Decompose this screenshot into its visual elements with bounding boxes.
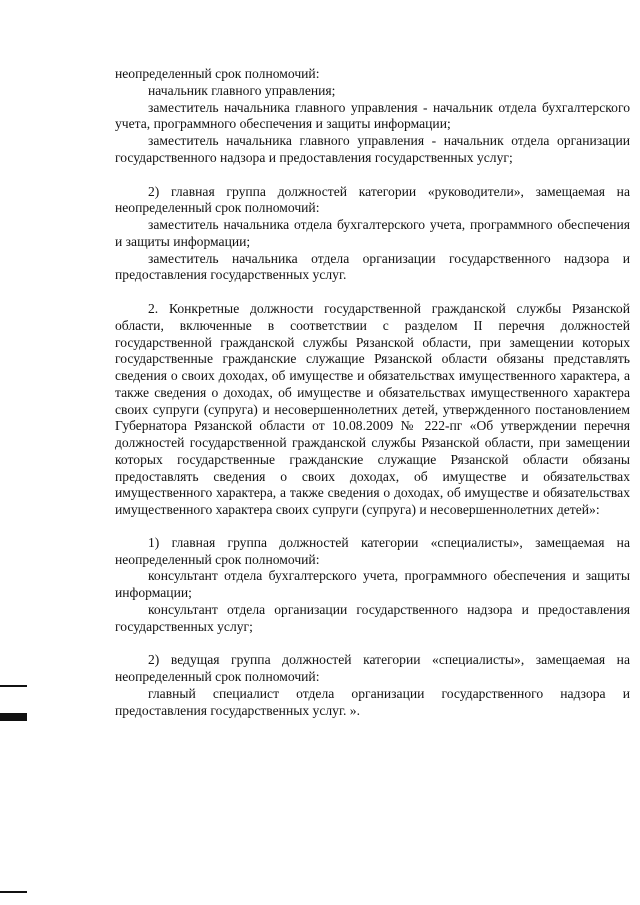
- paragraph-consultant-accounting: консультант отдела бухгалтерского учета, программного обеспечения и защиты информации;: [115, 568, 630, 600]
- paragraph-deputy-head-accounting: заместитель начальника главного управления - начальник отдела бухгалтерского учета, программного обеспечения и защиты информации;: [115, 99, 630, 132]
- paragraph-spacer: [115, 284, 630, 301]
- scan-edge-mark: [0, 685, 27, 687]
- paragraph-spacer: [115, 167, 630, 184]
- paragraph-continuation: неопределенный срок полномочий:: [115, 66, 320, 81]
- paragraph-deputy-chief-supervision: заместитель начальника отдела организации государственного надзора и предоставления государственных услуг.: [115, 250, 630, 283]
- paragraph-spacer: [115, 635, 630, 652]
- paragraph-consultant-supervision: консультант отдела организации государственного надзора и предоставления государственных услуг;: [115, 601, 630, 634]
- paragraph-spacer: [115, 519, 630, 535]
- paragraph-chief-specialist: главный специалист отдела организации государственного надзора и предоставления государственных услуг. ».: [115, 685, 630, 718]
- paragraph-group-specialists-leading: 2) ведущая группа должностей категории «специалисты», замещаемая на неопределенный срок полномочий:: [115, 652, 630, 684]
- paragraph-deputy-head-supervision: заместитель начальника главного управления - начальник отдела организации государственного надзора и предоставления государственных услуг;: [115, 133, 630, 165]
- paragraph-group-specialists-main: 1) главная группа должностей категории «специалисты», замещаемая на неопределенный срок полномочий:: [115, 534, 630, 567]
- scan-edge-mark: [0, 713, 27, 721]
- paragraph-group-managers: 2) главная группа должностей категории «руководители», замещаемая на неопределенный срок полномочий:: [115, 183, 630, 216]
- scan-edge-mark: [0, 891, 27, 893]
- paragraph-head-of-main-department: начальник главного управления;: [148, 82, 336, 98]
- paragraph-deputy-chief-accounting: заместитель начальника отдела бухгалтерского учета, программного обеспечения и защиты информации;: [115, 217, 630, 249]
- document-body: [115, 66, 630, 719]
- paragraph-section-2: 2. Конкретные должности государственной гражданской службы Рязанской области, включенные в соответствии с разделом II перечня должностей государственной гражданской службы Рязанской области, при замещении которых государственные гражданские служащие Рязанской области обязаны представлять сведения о своих доходах, об имуществе и обязательствах имущественного характера, а также сведения о доходах, об имуществе и обязательствах имущественного характера своих супруги (супруга) и несовершеннолетних детей, утвержденного постановлением Губернатора Рязанской области от 10.08.2009 № 222-пг «Об утверждении перечня должностей государственной гражданской службы Рязанской области, при замещении которых государственные гражданские служащие Рязанской области обязаны предоставлять сведения о своих доходах, об имуществе и обязательствах имущественного характера, а также сведения о доходах, об имуществе и обязательствах имущественного характера своих супруги (супруга) и несовершеннолетних детей»:: [115, 301, 630, 517]
